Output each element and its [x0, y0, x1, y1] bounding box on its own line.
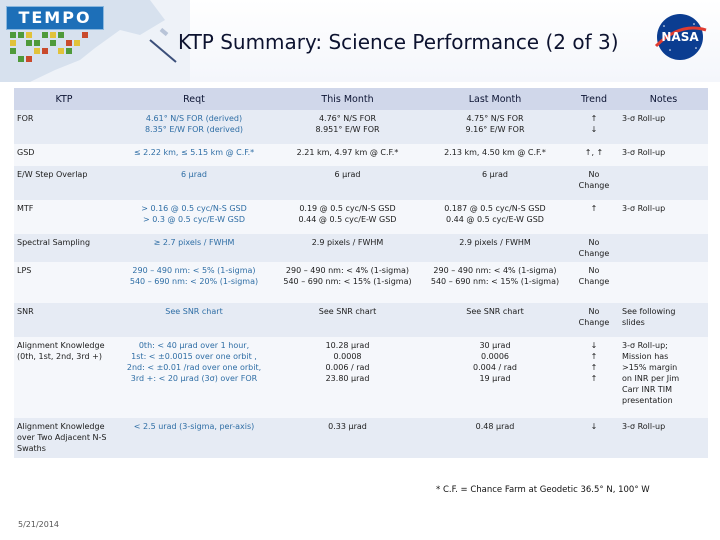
cell-ktp: Spectral Sampling	[17, 238, 91, 247]
column-header-reqt: Reqt	[183, 93, 205, 105]
cell-this-month: 0.33 µrad	[328, 422, 367, 431]
cell-ktp: E/W Step Overlap	[17, 170, 88, 179]
table-row	[14, 110, 708, 144]
cell-notes: 3-σ Roll-up	[622, 204, 666, 213]
table-row	[14, 234, 708, 262]
cell-notes: 3-σ Roll-up	[622, 422, 666, 431]
cell-reqt: ≥ 2.7 pixels / FWHM	[153, 238, 235, 247]
cell-last-month: 0.48 µrad	[475, 422, 515, 431]
cell-notes: 3-σ Roll-up	[622, 114, 666, 123]
column-header-notes: Notes	[649, 93, 678, 105]
cell-last-month: 4.75° N/S FOR 9.16° E/W FOR	[465, 114, 525, 134]
slide-title: KTP Summary: Science Performance (2 of 3)	[178, 30, 619, 54]
cell-ktp: MTF	[17, 204, 34, 213]
cell-ktp: Alignment Knowledge over Two Adjacent N-S Swaths	[17, 422, 107, 453]
cell-last-month: 0.187 @ 0.5 cyc/N-S GSD 0.44 @ 0.5 cyc/E-W GSD	[444, 204, 546, 224]
ktp-table	[14, 88, 708, 458]
cell-this-month: See SNR chart	[318, 307, 377, 316]
cell-ktp: Alignment Knowledge (0th, 1st, 2nd, 3rd +)	[17, 341, 105, 361]
nasa-logo	[650, 12, 710, 62]
column-header-ktp: KTP	[55, 93, 73, 105]
table-row	[14, 418, 708, 458]
cell-last-month: 2.13 km, 4.50 km @ C.F.*	[444, 148, 546, 157]
table-row	[14, 303, 708, 337]
nasa-label: NASA	[661, 30, 699, 44]
cell-this-month: 290 – 490 nm: < 4% (1-sigma) 540 – 690 nm: < 15% (1-sigma)	[283, 266, 412, 286]
cell-this-month: 6 µrad	[334, 170, 361, 179]
table-row	[14, 337, 708, 418]
cell-last-month: 290 – 490 nm: < 4% (1-sigma) 540 – 690 nm: < 15% (1-sigma)	[430, 266, 560, 286]
cell-last-month: See SNR chart	[466, 307, 524, 316]
column-header-trend: Trend	[581, 93, 607, 105]
cell-reqt: 0th: < 40 µrad over 1 hour, 1st: < ±0.0015 over one orbit , 2nd: < ±0.01 /rad over one orbit, 3rd +: < 20 µrad (3σ) over FOR	[126, 341, 262, 383]
tempo-logo: TEMPO	[6, 6, 104, 30]
cell-trend: No Change	[578, 307, 610, 327]
cell-trend: ↑, ↑	[584, 148, 604, 157]
cell-reqt: ≤ 2.22 km, ≤ 5.15 km @ C.F.*	[133, 148, 255, 157]
cell-trend: ↓	[590, 422, 598, 431]
cell-notes: 3-σ Roll-up	[622, 148, 666, 157]
cell-notes	[619, 166, 708, 200]
cell-trend: ↓ ↑ ↑ ↑	[590, 341, 598, 383]
cell-notes: 3-σ Roll-up; Mission has >15% margin on INR per Jim Carr INR TIM presentation	[622, 341, 680, 405]
cell-reqt: < 2.5 urad (3-sigma, per-axis)	[133, 422, 255, 431]
cell-last-month: 6 µrad	[482, 170, 508, 179]
cell-this-month: 2.21 km, 4.97 km @ C.F.*	[296, 148, 399, 157]
slide-date: 5/21/2014	[18, 520, 60, 529]
header-banner	[0, 0, 720, 82]
cell-trend: ↑ ↓	[590, 114, 598, 134]
table-row	[14, 144, 708, 166]
cell-this-month: 10.28 µrad 0.0008 0.006 / rad 23.80 µrad	[325, 341, 370, 383]
cell-ktp: GSD	[17, 148, 35, 157]
cell-notes: See following slides	[622, 307, 676, 327]
cell-ktp: LPS	[17, 266, 32, 275]
cell-ktp: FOR	[17, 114, 34, 123]
column-header-this-month: This Month	[321, 93, 374, 105]
cell-last-month: 2.9 pixels / FWHM	[459, 238, 531, 247]
cell-trend: ↑	[590, 204, 598, 213]
cell-this-month: 0.19 @ 0.5 cyc/N-S GSD 0.44 @ 0.5 cyc/E-W GSD	[298, 204, 397, 224]
cell-last-month: 30 µrad 0.0006 0.004 / rad 19 µrad	[473, 341, 517, 383]
cell-trend: No Change	[578, 170, 610, 190]
cell-reqt: See SNR chart	[165, 307, 223, 316]
table-row	[14, 262, 708, 303]
table-row	[14, 200, 708, 234]
cell-ktp: SNR	[17, 307, 34, 316]
cell-reqt: 4.61° N/S FOR (derived) 8.35° E/W FOR (derived)	[144, 114, 244, 134]
cell-reqt: > 0.16 @ 0.5 cyc/N-S GSD > 0.3 @ 0.5 cyc/E-W GSD	[141, 204, 247, 224]
cell-trend: No Change	[578, 266, 610, 286]
footnote: * C.F. = Chance Farm at Geodetic 36.5° N, 100° W	[436, 485, 650, 495]
table-row	[14, 166, 708, 200]
cell-this-month: 4.76° N/S FOR 8.951° E/W FOR	[315, 114, 380, 134]
cell-notes	[619, 262, 708, 303]
column-header-last-month: Last Month	[468, 93, 522, 105]
cell-reqt: 290 – 490 nm: < 5% (1-sigma) 540 – 690 nm: < 20% (1-sigma)	[129, 266, 259, 286]
ktp-table-container	[14, 88, 708, 458]
cell-reqt: 6 µrad	[181, 170, 207, 179]
cell-notes	[619, 234, 708, 262]
table-header-row	[14, 88, 708, 110]
cell-trend: No Change	[578, 238, 610, 258]
table-body	[14, 110, 708, 458]
cell-this-month: 2.9 pixels / FWHM	[311, 238, 384, 247]
